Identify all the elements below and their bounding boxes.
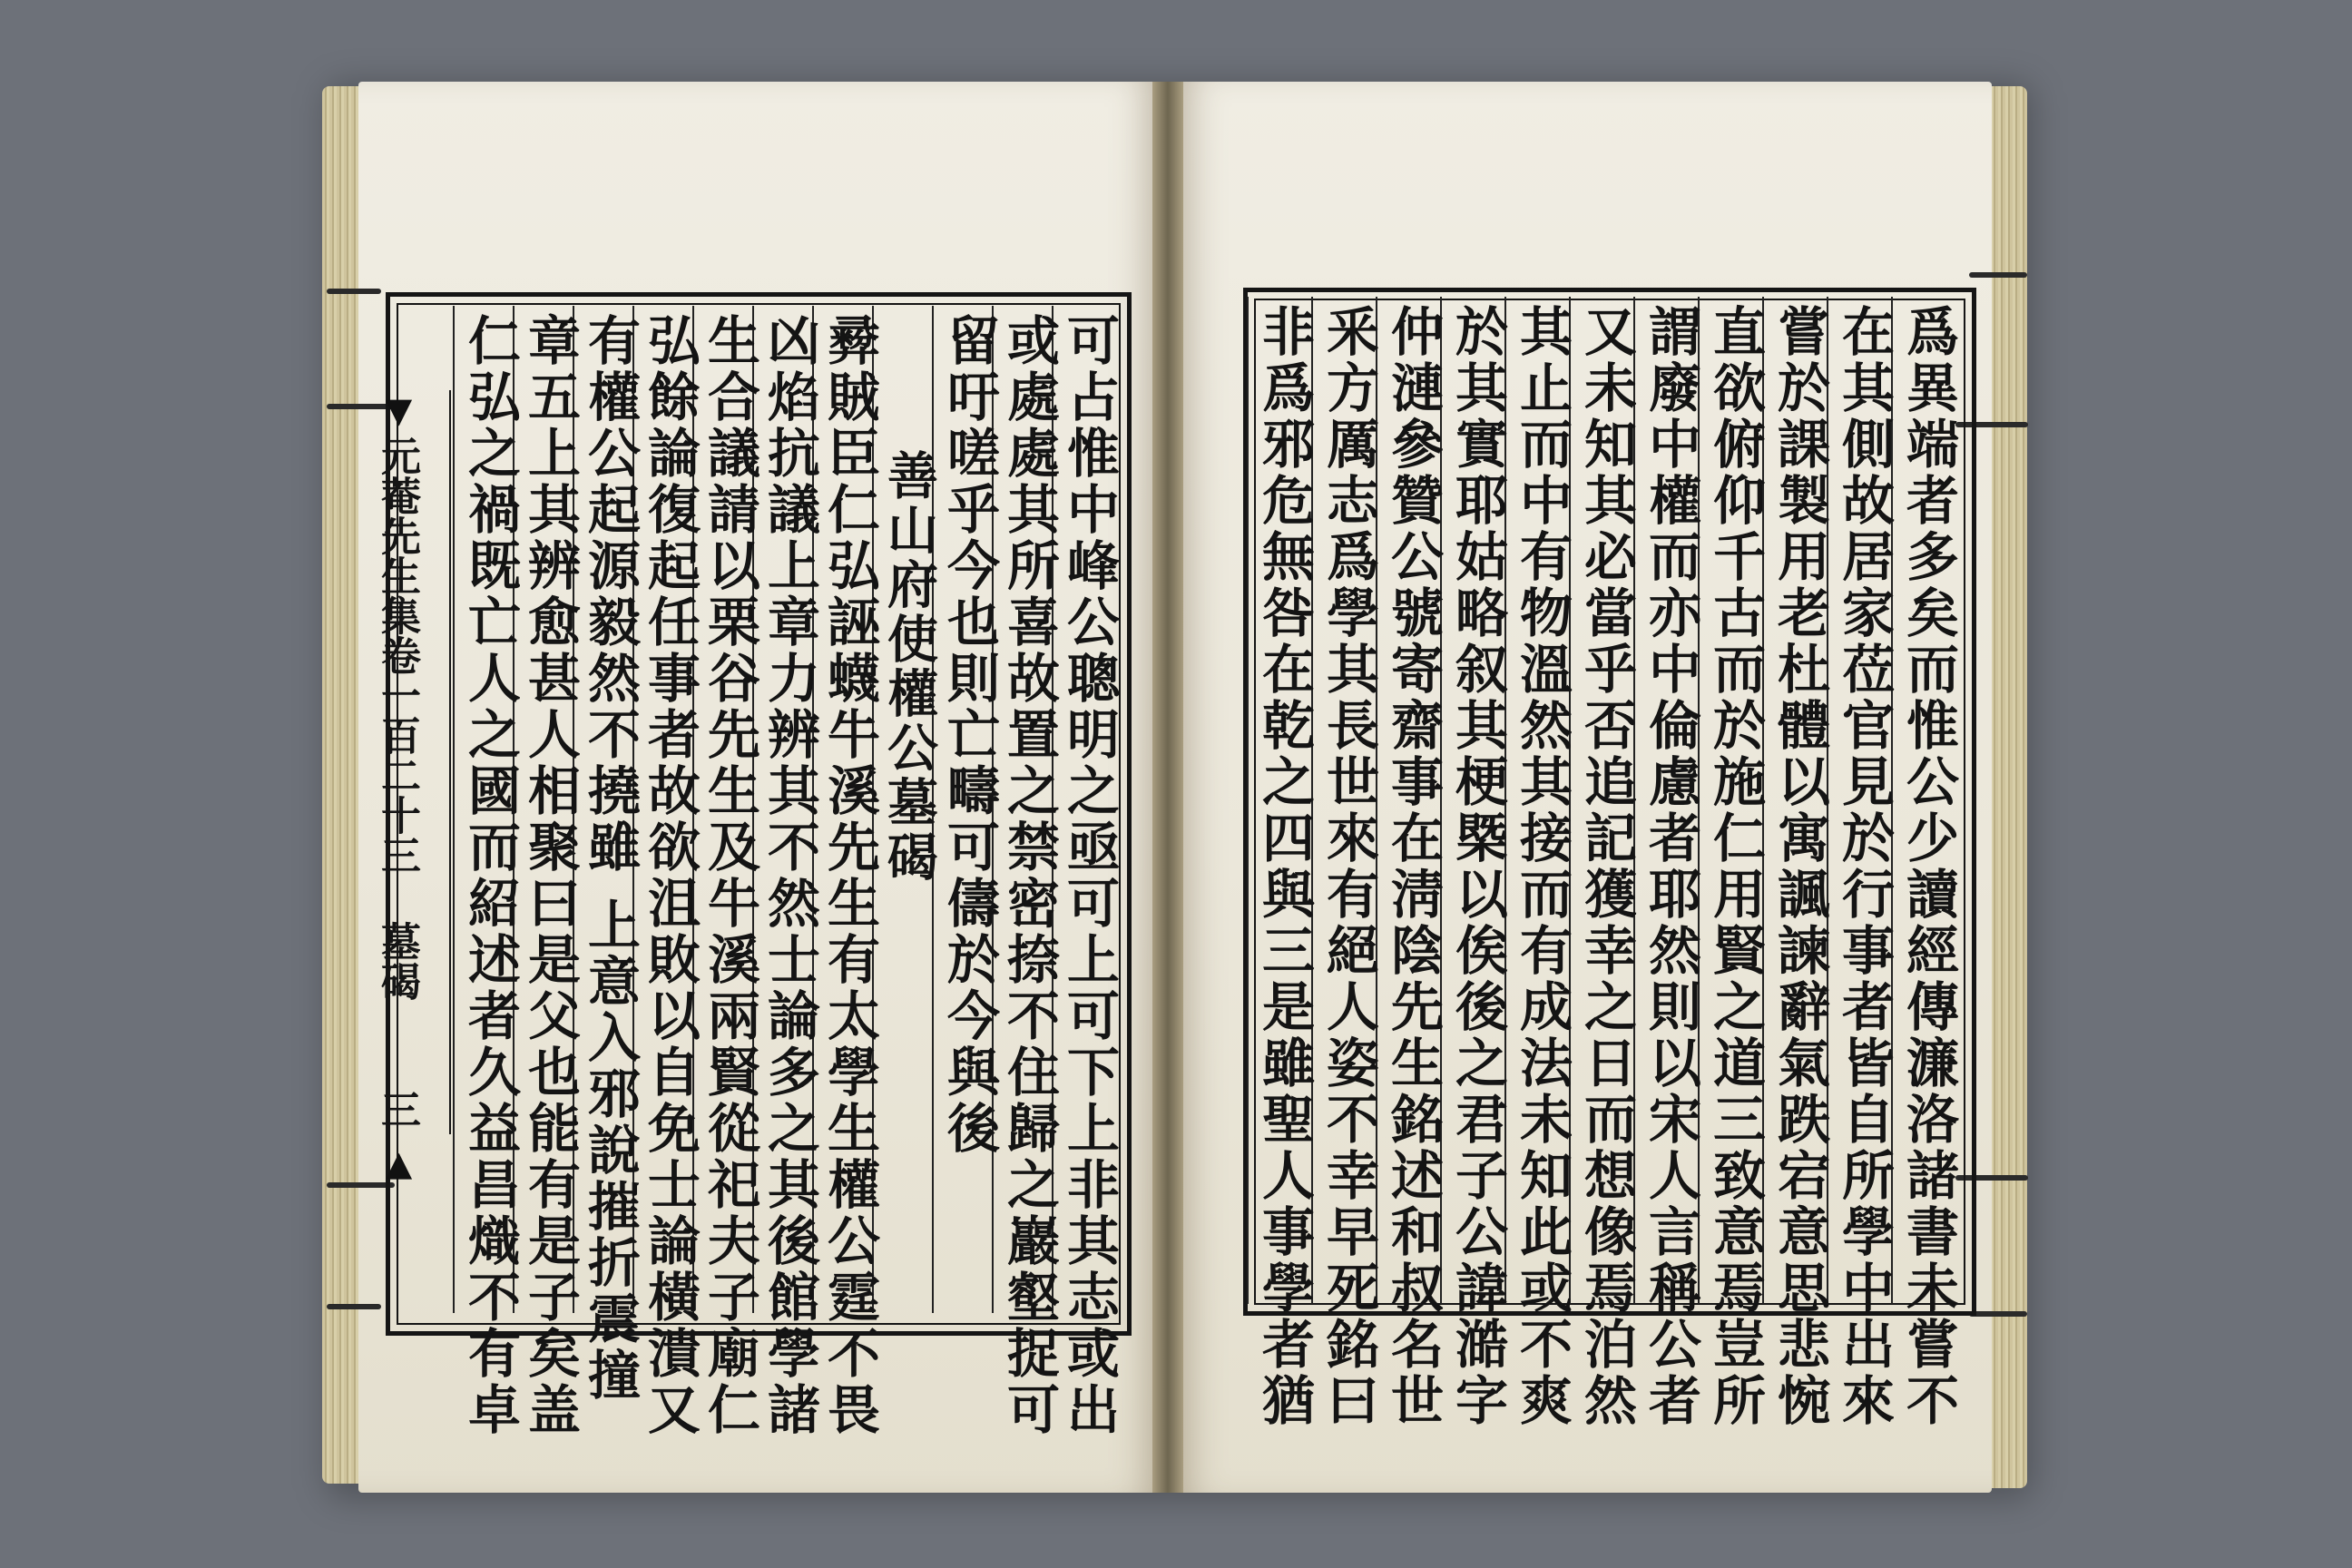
- binding-string-top-right: [1969, 272, 2027, 278]
- left-column-9: 有權公起源毅然不撓雖 上意入邪說摧折震撞: [579, 313, 641, 1405]
- right-column-6: 又未知其必當乎否追記獲幸之日而想像焉泊然: [1575, 304, 1637, 1429]
- binding-string-left-2: [327, 1182, 395, 1188]
- binding-string-bottom-left: [327, 1304, 381, 1309]
- left-column-rule: [453, 306, 455, 1313]
- left-column-5: 彛賊臣仁弘誣蠛牛溪先生有太學生權公霆不畏: [818, 313, 880, 1438]
- left-column-6: 凶焰抗議上章力辨其不然士論多之其後館學諸: [759, 313, 820, 1438]
- left-column-2: 或處處其所喜故置之禁密捺不住歸之巖壑捉可: [998, 313, 1060, 1438]
- binding-string-top-left: [327, 289, 381, 294]
- right-column-10: 釆方厲志爲學其長世來有絕人姿不幸早死銘曰: [1318, 304, 1379, 1429]
- right-column-7: 其止而中有物溫然其接而有成法未知此或不爽: [1511, 304, 1573, 1429]
- right-column-5: 謂廢中權而亦中倫慮者耶然則以宋人言稱公者: [1640, 304, 1701, 1429]
- right-column-11: 非爲邪危無咎在乾之四與三是雖聖人事學者猶: [1253, 304, 1315, 1429]
- left-column-11: 仁弘之禍既亡人之國而紹述者久益昌熾不有卓: [459, 313, 521, 1438]
- binding-string-bottom-right: [1969, 1311, 2027, 1317]
- margin-section-title: 墓碣: [374, 921, 420, 1001]
- right-column-1: 爲異端者多矣而惟公少讀經傳濂洛諸書未嘗不: [1897, 304, 1959, 1429]
- margin-book-title: 元菴先生集卷一百二十三: [374, 436, 420, 875]
- right-column-rule: [1247, 297, 1249, 1304]
- left-column-7: 生合議請以栗谷先生及牛溪兩賢從祀夫子廟仁: [699, 313, 760, 1438]
- right-column-2: 在其側故居家莅官見於行事者皆自所學中出來: [1833, 304, 1895, 1429]
- margin-page-number: 三: [374, 1089, 420, 1129]
- left-column-1: 可占惟中峰公聰明之亟可上可下上非其志或出: [1058, 313, 1120, 1438]
- fishtail-bottom-icon: ▲: [386, 1143, 413, 1183]
- fishtail-top-icon: ▼: [386, 390, 413, 430]
- right-column-9: 仲漣參贊公號寄齋事在淸陰先生銘述和叔名世: [1382, 304, 1444, 1429]
- binding-string-left-1: [327, 404, 395, 409]
- right-column-3: 嘗於課製用老杜體以寓諷諫辭氣跌宕意思悲惋: [1769, 304, 1830, 1429]
- right-column-8: 於其實耶姑略叙其梗槩以俟後之君子公諱澔字: [1446, 304, 1508, 1429]
- book-gutter: [1152, 82, 1183, 1493]
- left-column-4: 善山府使權公墓碣: [879, 449, 939, 885]
- left-column-3: 留吁嗟乎今也則亡疇可儔於今與後: [938, 313, 1000, 1157]
- left-column-10: 章五上其辨愈甚人相聚曰是父也能有是子矣盖: [519, 313, 581, 1438]
- right-column-4: 直欲俯仰千古而於施仁用賢之道三致意焉豈所: [1704, 304, 1766, 1429]
- left-column-8: 弘餘論復起任事者故欲沮敗以自免士論橫潰又: [639, 313, 701, 1438]
